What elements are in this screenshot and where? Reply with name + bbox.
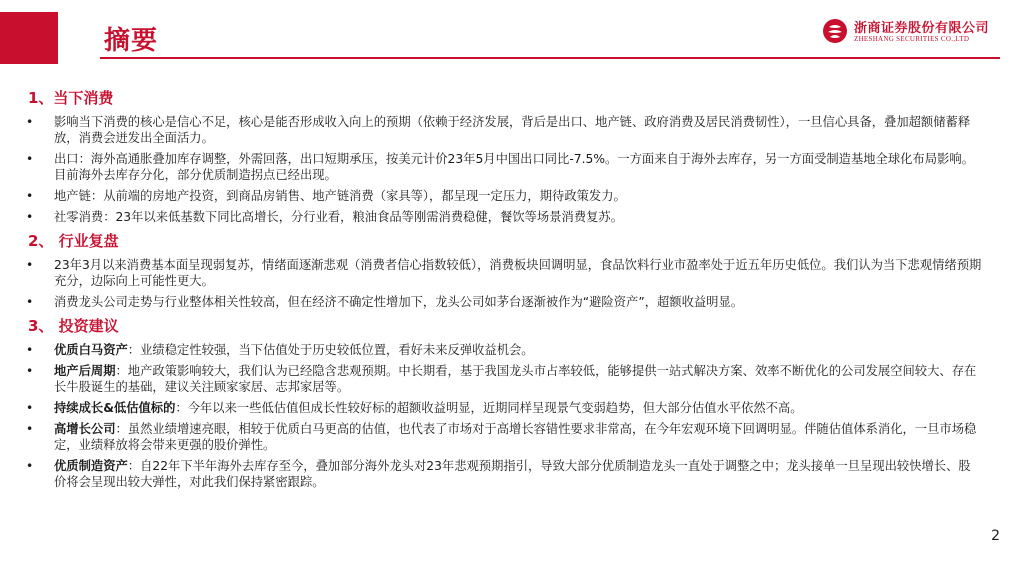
bullet-lead: 优质制造资产 (54, 459, 128, 473)
bullet-icon: • (26, 343, 34, 357)
list-item: • 23年3月以来消费基本面呈现弱复苏，情绪面逐渐悲观（消费者信心指数较低），消费板块回调明显，食品饮料行业市盈率处于近五年历史低位。我们认为当下悲观情绪预期充分，边际向上可能性更大。 (26, 258, 982, 288)
list-item: • 影响当下消费的核心是信心不足，核心是能否形成收入向上的预期（依赖于经济发展，背后是出口、地产链、政府消费及居民消费韧性），一旦信心具备，叠加超额储蓄释放，消费会迸发出全面活力。 (26, 115, 971, 145)
list-item: • 地产链：从前端的房地产投资，到商品房销售、地产链消费（家具等），都呈现一定压力，期待政策发力。 (26, 189, 626, 203)
list-item: • 高增长公司：虽然业绩增速亮眼，相较于优质白马更高的估值，也代表了市场对于高增长容错性要求非常高，在今年宏观环境下回调明显。伴随估值体系消化，一旦市场稳定，业绩释放将会带来更强的股价弹性。 (26, 422, 977, 452)
company-name-en: ZHESHANG SECURITIES CO.,LTD (854, 35, 970, 43)
summary-content (22, 88, 982, 495)
bullet-icon: • (26, 422, 34, 436)
section-title-industry-review: 2、 行业复盘 (28, 232, 119, 250)
list-item: • 社零消费：23年以来低基数下同比高增长，分行业看，粮油食品等刚需消费稳健，餐饮等场景消费复苏。 (26, 210, 624, 224)
page-number: 2 (991, 528, 1000, 544)
company-logo (822, 17, 1002, 47)
bullet-lead: 高增长公司 (54, 422, 116, 436)
bullet-icon: • (26, 258, 34, 272)
company-name-cn: 浙商证券股份有限公司 (854, 21, 990, 36)
list-item: • 地产后周期：地产政策影响较大，我们认为已经隐含悲观预期。中长期看，基于我国龙头市占率较低，能够提供一站式解决方案、效率不断优化的公司发展空间较大、存在长牛股诞生的基础，建议关注顾家家居、志邦家居等。 (26, 364, 977, 394)
bullet-lead: 持续成长&低估值标的 (54, 401, 176, 415)
bullet-icon: • (26, 152, 34, 166)
bullet-icon: • (26, 189, 34, 203)
bullet-lead: 优质白马资产 (54, 343, 128, 357)
list-item: • 持续成长&低估值标的：今年以来一些低估值但成长性较好标的超额收益明显，近期同样呈现景气变弱趋势，但大部分估值水平依然不高。 (26, 401, 803, 415)
bullet-icon: • (26, 459, 34, 473)
list-item: • 出口：海外高通胀叠加库存调整，外需回落，出口短期承压，按美元计价23年5月中国出口同比-7.5%。一方面来自于海外去库存，另一方面受制造基地全球化布局影响。目前海外去库存分化，部分优质制造拐点已经出现。 (26, 152, 974, 182)
bullet-icon: • (26, 401, 34, 415)
bullet-icon: • (26, 364, 34, 378)
section-title-current-consumption: 1、当下消费 (28, 89, 114, 107)
list-item: • 消费龙头公司走势与行业整体相关性较高，但在经济不确定性增加下，龙头公司如茅台逐渐被作为“避险资产”，超额收益明显。 (26, 295, 744, 309)
bullet-lead: 地产后周期 (54, 364, 116, 378)
list-item: • 优质白马资产：业绩稳定性较强，当下估值处于历史较低位置，看好未来反弹收益机会。 (26, 343, 534, 357)
bullet-icon: • (26, 295, 34, 309)
page-title: 摘要 (104, 26, 159, 56)
bullet-icon: • (26, 210, 34, 224)
header-divider (100, 57, 1000, 59)
section-title-investment-advice: 3、 投资建议 (28, 317, 119, 335)
bullet-icon: • (26, 115, 34, 129)
company-logo-icon (822, 18, 848, 44)
list-item: • 优质制造资产：自22年下半年海外去库存至今，叠加部分海外龙头对23年悲观预期指引，导致大部分优质制造龙头一直处于调整之中；龙头接单一旦呈现出较快增长、股价将会呈现出较大弹性，对此我们保持紧密跟踪。 (26, 459, 971, 489)
header-accent-block (0, 12, 58, 64)
